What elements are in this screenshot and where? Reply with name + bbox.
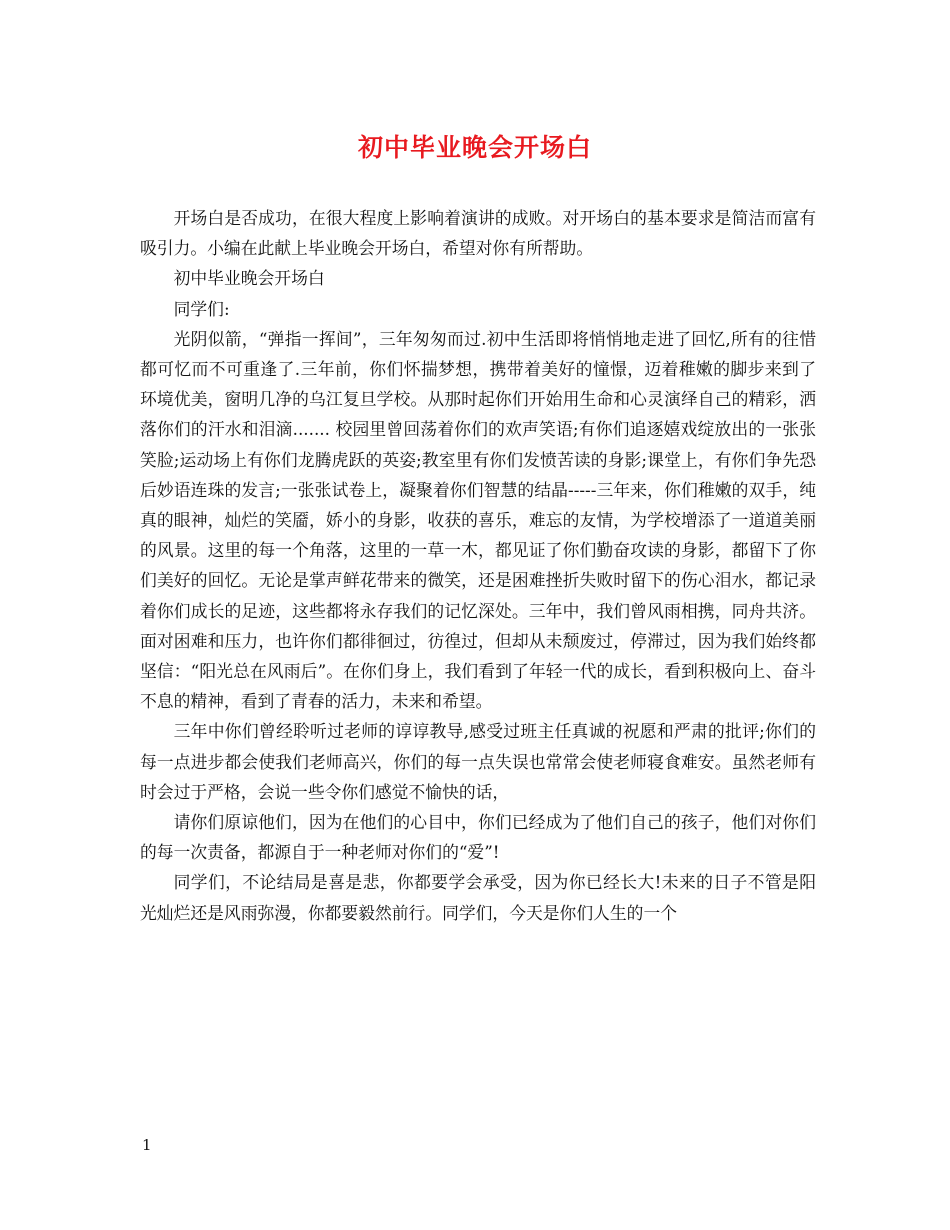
paragraph-future: 同学们，不论结局是喜是悲，你都要学会承受，因为你已经长大!未来的日子不管是阳光灿烂还是风雨弥漫，你都要毅然前行。同学们，今天是你们人生的一个 <box>140 872 816 923</box>
paragraph-forgive: 请你们原谅他们，因为在他们的心目中，你们已经成为了他们自己的孩子，他们对你们的每一次责备，都源自于一种老师对你们的“爱”! <box>140 812 816 863</box>
document-title: 初中毕业晚会开场白 <box>357 133 592 162</box>
paragraph-intro: 开场白是否成功，在很大程度上影响着演讲的成败。对开场白的基本要求是简洁而富有吸引力。小编在此献上毕业晚会开场白，希望对你有所帮助。 <box>140 208 816 259</box>
page-number: 1 <box>142 1136 152 1154</box>
paragraph-main: 光阴似箭，“弹指一挥间”，三年匆匆而过.初中生活即将悄悄地走进了回忆,所有的往惜都可忆而不可重逢了.三年前，你们怀揣梦想，携带着美好的憧憬，迈着稚嫩的脚步来到了环境优美，窗明几净的乌江复旦学校。从那时起你们开始用生命和心灵演绎自己的精彩，洒落你们的汗水和泪滴....... 校园里曾回荡着你们的欢声笑语;有你们追逐嬉戏绽放出的一张张笑脸;运动场上有你们龙腾虎跃的英姿;教室里有你们发愤苦读的身影;课堂上，有你们争先恐后妙语连珠的发言;一张张试卷上，凝聚着你们智慧的结晶-----三年来，你们稚嫩的双手，纯真的眼神，灿烂的笑靥，娇小的身影，收获的喜乐，难忘的友情，为学校增添了一道道美丽的风景。这里的每一个角落，这里的一草一木，都见证了你们勤奋攻读的身影，都留下了你们美好的回忆。无论是掌声鲜花带来的微笑，还是困难挫折失败时留下的伤心泪水，都记录着你们成长的足迹，这些都将永存我们的记忆深处。三年中，我们曾风雨相携，同舟共济。面对困难和压力，也许你们都徘徊过，彷徨过，但却从未颓废过，停滞过，因为我们始终都坚信：“阳光总在风雨后”。在你们身上，我们看到了年轻一代的成长，看到积极向上、奋斗不息的精神，看到了青春的活力，未来和希望。 <box>140 328 816 712</box>
document-body <box>140 203 816 928</box>
paragraph-subtitle: 初中毕业晚会开场白 <box>173 268 325 289</box>
paragraph-teachers: 三年中你们曾经聆听过老师的谆谆教导,感受过班主任真诚的祝愿和严肃的批评;你们的每一点进步都会使我们老师高兴，你们的每一点失误也常常会使老师寝食难安。虽然老师有时会过于严格，会说一些令你们感觉不愉快的话， <box>140 721 816 802</box>
paragraph-salutation: 同学们: <box>173 298 230 319</box>
